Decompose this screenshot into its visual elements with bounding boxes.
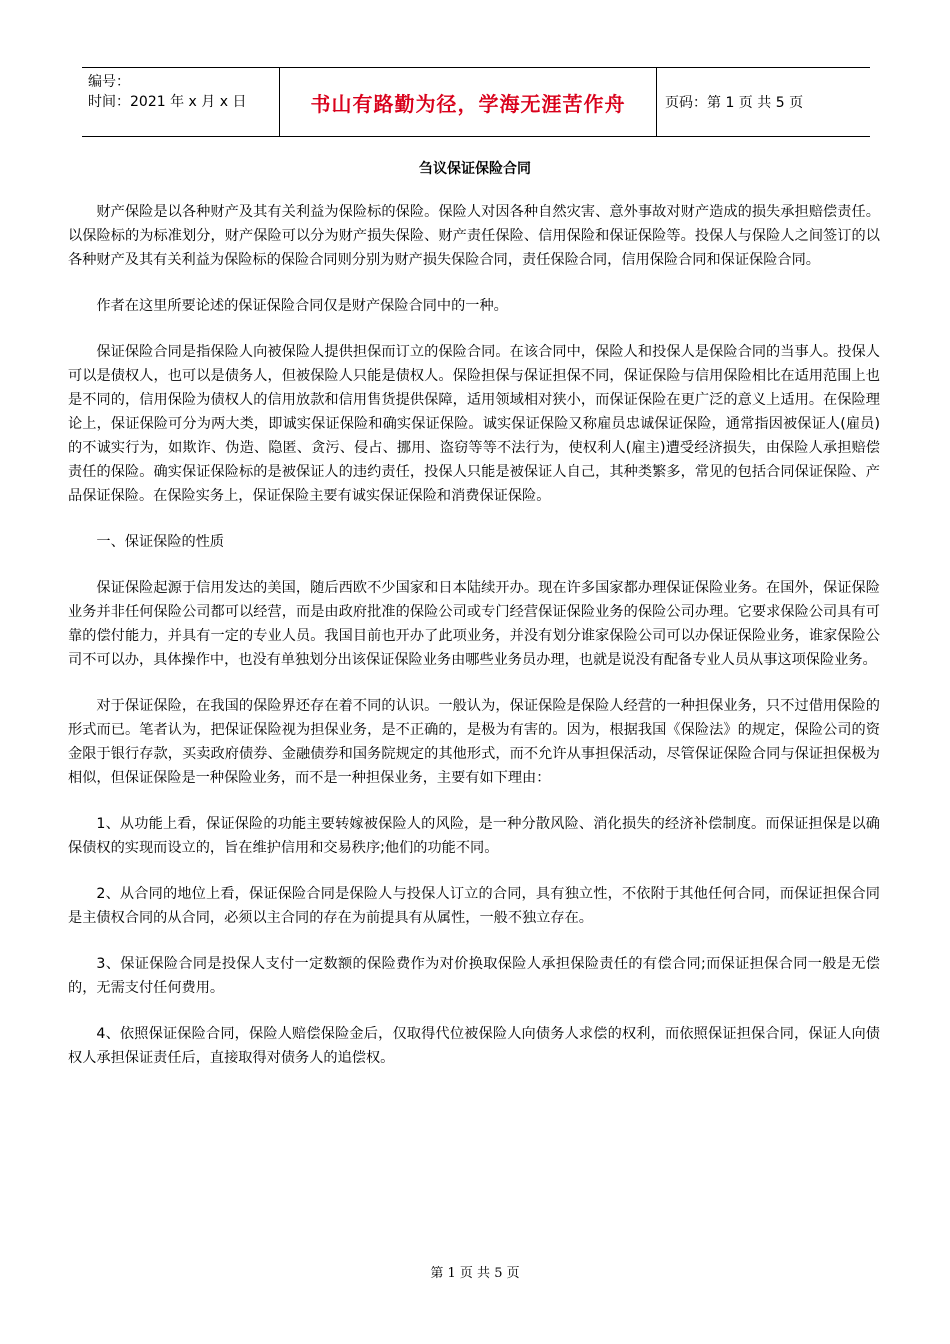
page-footer: 第 1 页 共 5 页 (430, 1266, 520, 1281)
list-item: 4、依照保证保险合同，保险人赔偿保险金后，仅取得代位被保险人向债务人求偿的权利，而依照保证担保合同，保证人向债权人承担保证责任后，直接取得对债务人的追偿权。 (68, 1026, 880, 1066)
document-number-label: 编号： (88, 74, 130, 90)
paragraph: 对于保证保险，在我国的保险界还存在着不同的认识。一般认为，保证保险是保险人经营的一种担保业务，只不过借用保险的形式而已。笔者认为，把保证保险视为担保业务，是不正确的，是极为有害的。因为，根据我国《保险法》的规定，保险公司的资金限于银行存款，买卖政府债券、金融债券和国务院规定的其他形式，而不允许从事担保活动，尽管保证保险合同与保证担保极为相似，但保证保险是一种保险业务，而不是一种担保业务，主要有如下理由： (68, 698, 880, 786)
list-item: 1、从功能上看，保证保险的功能主要转嫁被保险人的风险，是一种分散风险、消化损失的经济补偿制度。而保证担保是以确保债权的实现而设立的，旨在维护信用和交易秩序;他们的功能不同。 (68, 816, 880, 856)
header-page-number: 页码：第 1 页 共 5 页 (665, 95, 804, 111)
paragraph: 保证保险合同是指保险人向被保险人提供担保而订立的保险合同。在该合同中，保险人和投保人是保险合同的当事人。投保人可以是债权人，也可以是债务人，但被保险人只能是债权人。保险担保与保证担保不同，保证保险与信用保险相比在适用范围上也是不同的，信用保险为债权人的信用放款和信用售货提供保障，适用领域相对狭小，而保证保险在更广泛的意义上适用。在保险理论上，保证保险可分为两大类，即诚实保证保险和确实保证保险。诚实保证保险又称雇员忠诚保证保险，通常指因被保证人(雇员)的不诚实行为，如欺诈、伪造、隐匿、贪污、侵占、挪用、盗窃等等不法行为，使权利人(雇主)遭受经济损失，由保险人承担赔偿责任的保险。确实保证保险标的是被保证人的违约责任，投保人只能是被保证人自己，其种类繁多，常见的包括合同保证保险、产品保证保险。在保险实务上，保证保险主要有诚实保证保险和消费保证保险。 (68, 344, 880, 504)
document-body (68, 200, 880, 1092)
header-motto: 书山有路勤为径，学海无涯苦作舟 (280, 68, 657, 136)
page-header (82, 67, 870, 137)
paragraph: 财产保险是以各种财产及其有关利益为保险标的保险。保险人对因各种自然灾害、意外事故对财产造成的损失承担赔偿责任。以保险标的为标准划分，财产保险可以分为财产损失保险、财产责任保险、信用保险和保证保险等。投保人与保险人之间签订的以各种财产及其有关利益为保险标的保险合同则分别为财产损失保险合同，责任保险合同，信用保险合同和保证保险合同。 (68, 204, 880, 268)
document-title: 刍议保证保险合同 (419, 161, 531, 177)
paragraph: 保证保险起源于信用发达的美国，随后西欧不少国家和日本陆续开办。现在许多国家都办理保证保险业务。在国外，保证保险业务并非任何保险公司都可以经营，而是由政府批准的保险公司或专门经营保证保险业务的保险公司办理。它要求保险公司具有可靠的偿付能力，并具有一定的专业人员。我国目前也开办了此项业务，并没有划分谁家保险公司可以办保证保险业务，谁家保险公司不可以办，具体操作中，也没有单独划分出该保证保险业务由哪些业务员办理，也就是说没有配备专业人员从事这项保险业务。 (68, 580, 880, 668)
list-item: 3、保证保险合同是投保人支付一定数额的保险费作为对价换取保险人承担保险责任的有偿合同;而保证担保合同一般是无偿的，无需支付任何费用。 (68, 956, 880, 996)
section-heading: 一、保证保险的性质 (96, 534, 225, 550)
paragraph: 作者在这里所要论述的保证保险合同仅是财产保险合同中的一种。 (96, 298, 508, 314)
header-meta (82, 68, 280, 136)
document-date-label: 时间：2021 年 x 月 x 日 (88, 94, 247, 110)
list-item: 2、从合同的地位上看，保证保险合同是保险人与投保人订立的合同，具有独立性，不依附于其他任何合同，而保证担保合同是主债权合同的从合同，必须以主合同的存在为前提具有从属性，一般不独立存在。 (68, 886, 880, 926)
